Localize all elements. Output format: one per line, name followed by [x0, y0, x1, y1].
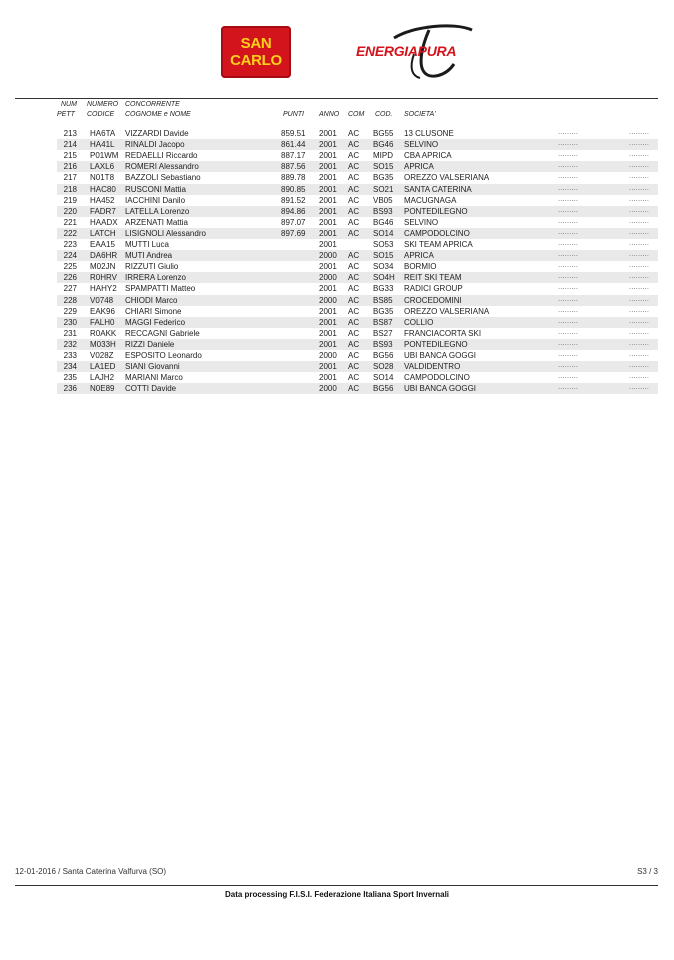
cell-soc: BG56	[373, 351, 394, 360]
cell-d1: .........	[558, 204, 579, 214]
cell-d1: .........	[558, 249, 579, 259]
cell-anno: 2001	[319, 162, 337, 172]
cell-pett: 213	[63, 129, 77, 138]
san-carlo-logo	[221, 26, 291, 78]
cell-cod: HAC80	[90, 184, 116, 194]
cell-cod: HA6TA	[90, 129, 116, 138]
cell-pett: 235	[63, 373, 77, 383]
cell-com: AC	[348, 206, 360, 216]
cell-name: CHIARI Simone	[125, 306, 182, 316]
cell-d1: .........	[558, 293, 579, 303]
cell-com: AC	[348, 140, 360, 150]
cell-d2: .........	[629, 326, 650, 336]
cell-d2: .........	[629, 249, 650, 259]
cell-pett: 220	[63, 206, 77, 216]
cell-pett: 229	[63, 306, 77, 316]
cell-anno: 2001	[319, 328, 337, 338]
cell-societa: APRICA	[404, 251, 434, 261]
cell-cod: N0E89	[90, 384, 115, 394]
cell-name: BAZZOLI Sebastiano	[125, 173, 201, 183]
cell-cod: DA6HR	[90, 251, 118, 261]
energiapura-logo	[354, 24, 474, 80]
cell-name: ROMERI Alessandro	[125, 162, 199, 172]
cell-name: MARIANI Marco	[125, 373, 183, 383]
cell-d2: .........	[629, 204, 650, 214]
cell-anno: 2001	[319, 151, 337, 161]
cell-d2: .........	[629, 304, 650, 314]
cell-anno: 2000	[319, 273, 337, 283]
header-anno: ANNO	[319, 111, 340, 118]
cell-punti: 887.56	[281, 162, 306, 172]
cell-soc: SO34	[373, 262, 394, 272]
cell-societa: COLLIO	[404, 317, 434, 327]
cell-cod: LAXL6	[90, 162, 115, 172]
cell-d2: .........	[629, 127, 650, 136]
san-carlo-logo-line1: SAN	[240, 35, 272, 52]
cell-d1: .........	[558, 260, 579, 270]
cell-d2: .........	[629, 382, 650, 392]
cell-name: VIZZARDI Davide	[125, 129, 189, 138]
cell-com: AC	[348, 273, 360, 283]
cell-d1: .........	[558, 382, 579, 392]
cell-cod: HA452	[90, 195, 115, 205]
cell-d1: .........	[558, 360, 579, 370]
cell-societa: CAMPODOLCINO	[404, 373, 470, 383]
header-societa: SOCIETA'	[404, 111, 436, 118]
cell-cod: V028Z	[90, 351, 114, 360]
cell-d1: .........	[558, 171, 579, 181]
cell-d2: .........	[629, 171, 650, 181]
cell-d1: .........	[558, 349, 579, 358]
cell-d2: .........	[629, 315, 650, 325]
cell-societa: UBI BANCA GOGGI	[404, 384, 477, 394]
cell-anno: 2001	[319, 373, 337, 383]
cell-d1: .........	[558, 127, 579, 136]
cell-punti: 889.78	[281, 173, 306, 183]
footer-date-place: 12-01-2016 / Santa Caterina Valfurva (SO)	[15, 867, 167, 876]
cell-soc: SO14	[373, 228, 394, 238]
cell-cod: R0HRV	[90, 273, 117, 283]
footer-rule	[15, 885, 658, 886]
cell-d1: .........	[558, 238, 579, 247]
cell-name: RIZZUTI Giulio	[125, 262, 179, 272]
cell-name: MUTTI Luca	[125, 240, 170, 249]
cell-cod: V0748	[90, 295, 114, 305]
cell-d2: .........	[629, 360, 650, 370]
cell-pett: 218	[63, 184, 77, 194]
cell-soc: BS27	[373, 328, 393, 338]
cell-pett: 221	[63, 217, 77, 227]
cell-com: AC	[348, 173, 360, 183]
cell-cod: HA41L	[90, 140, 115, 150]
cell-name: CHIODI Marco	[125, 295, 178, 305]
cell-pett: 216	[63, 162, 77, 172]
cell-anno: 2001	[319, 129, 337, 138]
cell-anno: 2001	[319, 362, 337, 372]
cell-societa: OREZZO VALSERIANA	[404, 306, 490, 316]
cell-anno: 2001	[319, 140, 337, 150]
cell-d2: .........	[629, 337, 650, 347]
cell-anno: 2001	[319, 262, 337, 272]
cell-anno: 2001	[319, 195, 337, 205]
cell-cod: EAK96	[90, 306, 115, 316]
cell-pett: 226	[63, 273, 77, 283]
cell-name: ESPOSITO Leonardo	[125, 351, 202, 360]
cell-anno: 2000	[319, 251, 337, 261]
cell-d1: .........	[558, 193, 579, 203]
cell-d1: .........	[558, 149, 579, 159]
cell-name: RIZZI Daniele	[125, 339, 175, 349]
cell-soc: SO21	[373, 184, 394, 194]
cell-d1: .........	[558, 160, 579, 170]
cell-d2: .........	[629, 282, 650, 292]
header-rule	[15, 98, 658, 99]
cell-com: AC	[348, 184, 360, 194]
cell-d2: .........	[629, 193, 650, 203]
table-row	[57, 383, 658, 394]
cell-d1: .........	[558, 326, 579, 336]
cell-name: RINALDI Jacopo	[125, 140, 185, 150]
cell-anno: 2001	[319, 339, 337, 349]
cell-com: AC	[348, 284, 360, 294]
cell-cod: M033H	[90, 339, 116, 349]
cell-soc: VB05	[373, 195, 393, 205]
cell-soc: BS93	[373, 206, 393, 216]
cell-soc: SO53	[373, 240, 394, 249]
cell-societa: PONTEDILEGNO	[404, 206, 468, 216]
cell-punti: 859.51	[281, 129, 306, 138]
cell-punti: 897.69	[281, 228, 306, 238]
cell-cod: LAJH2	[90, 373, 115, 383]
cell-name: ARZENATI Mattia	[125, 217, 188, 227]
cell-com: AC	[348, 362, 360, 372]
cell-com: AC	[348, 373, 360, 383]
cell-soc: BG55	[373, 129, 394, 138]
cell-anno: 2001	[319, 240, 337, 249]
cell-soc: SO15	[373, 251, 394, 261]
cell-societa: SKI TEAM APRICA	[404, 240, 473, 249]
cell-d2: .........	[629, 215, 650, 225]
san-carlo-logo-line2: CARLO	[230, 52, 282, 69]
header-punti: PUNTI	[283, 111, 304, 118]
cell-societa: SELVINO	[404, 217, 439, 227]
cell-pett: 230	[63, 317, 77, 327]
cell-soc: BG35	[373, 306, 394, 316]
cell-com: AC	[348, 262, 360, 272]
cell-name: REDAELLI Riccardo	[125, 151, 198, 161]
cell-anno: 2001	[319, 206, 337, 216]
cell-d1: .........	[558, 282, 579, 292]
cell-societa: CBA APRICA	[404, 151, 452, 161]
cell-com: AC	[348, 195, 360, 205]
cell-name: LATELLA Lorenzo	[125, 206, 190, 216]
cell-soc: MIPD	[373, 151, 393, 161]
cell-anno: 2000	[319, 295, 337, 305]
cell-pett: 219	[63, 195, 77, 205]
cell-cod: FALH0	[90, 317, 115, 327]
cell-pett: 223	[63, 240, 77, 249]
cell-soc: BG46	[373, 217, 394, 227]
cell-anno: 2001	[319, 184, 337, 194]
cell-name: IRRERA Lorenzo	[125, 273, 186, 283]
cell-d2: .........	[629, 371, 650, 381]
cell-cod: FADR7	[90, 206, 116, 216]
cell-com: AC	[348, 295, 360, 305]
cell-cod: P01WM	[90, 151, 119, 161]
cell-societa: FRANCIACORTA SKI	[404, 328, 482, 338]
cell-punti: 861.44	[281, 140, 306, 150]
header-pett: PETT	[57, 111, 75, 118]
cell-soc: SO4H	[373, 273, 395, 283]
cell-punti: 890.85	[281, 184, 306, 194]
cell-name: MAGGI Federico	[125, 317, 186, 327]
cell-com: AC	[348, 151, 360, 161]
cell-anno: 2001	[319, 173, 337, 183]
cell-pett: 214	[63, 140, 77, 150]
header-cognome-nome: COGNOME e NOME	[125, 111, 191, 118]
cell-societa: RADICI GROUP	[404, 284, 463, 294]
cell-soc: BS93	[373, 339, 393, 349]
cell-com: AC	[348, 384, 360, 394]
cell-cod: LA1ED	[90, 362, 116, 372]
cell-d1: .........	[558, 182, 579, 192]
cell-soc: BG46	[373, 140, 394, 150]
cell-soc: BG56	[373, 384, 394, 394]
cell-com: AC	[348, 251, 360, 261]
cell-pett: 234	[63, 362, 77, 372]
header-concorrente: CONCORRENTE	[125, 101, 180, 108]
cell-name: LISIGNOLI Alessandro	[125, 228, 206, 238]
cell-punti: 891.52	[281, 195, 306, 205]
cell-anno: 2001	[319, 306, 337, 316]
cell-soc: BS87	[373, 317, 393, 327]
footer-page-number: S3 / 3	[637, 867, 658, 876]
cell-punti: 897.07	[281, 217, 306, 227]
cell-pett: 236	[63, 384, 77, 394]
cell-name: RECCAGNI Gabriele	[125, 328, 200, 338]
cell-pett: 227	[63, 284, 77, 294]
cell-com: AC	[348, 129, 360, 138]
cell-societa: SANTA CATERINA	[404, 184, 472, 194]
cell-com: AC	[348, 317, 360, 327]
cell-cod: EAA15	[90, 240, 115, 249]
cell-com: AC	[348, 228, 360, 238]
cell-societa: APRICA	[404, 162, 434, 172]
cell-societa: MACUGNAGA	[404, 195, 457, 205]
cell-d1: .........	[558, 226, 579, 236]
cell-d2: .........	[629, 182, 650, 192]
cell-d1: .........	[558, 215, 579, 225]
cell-d2: .........	[629, 271, 650, 281]
cell-d2: .........	[629, 238, 650, 247]
cell-societa: CAMPODOLCINO	[404, 228, 470, 238]
cell-pett: 222	[63, 228, 77, 238]
cell-d2: .........	[629, 226, 650, 236]
energiapura-logo-text: ENERGIAPURA	[356, 43, 457, 59]
cell-soc: SO28	[373, 362, 394, 372]
cell-anno: 2001	[319, 228, 337, 238]
header-cod: COD.	[375, 111, 393, 118]
cell-societa: PONTEDILEGNO	[404, 339, 468, 349]
cell-com: AC	[348, 339, 360, 349]
cell-com: AC	[348, 306, 360, 316]
cell-name: MUTI Andrea	[125, 251, 173, 261]
cell-societa: UBI BANCA GOGGI	[404, 351, 477, 360]
header-numero: NUMERO	[87, 101, 119, 108]
footer-credits: Data processing F.I.S.I. Federazione Italiana Sport Invernali	[224, 890, 450, 899]
cell-anno: 2000	[319, 384, 337, 394]
cell-societa: 13 CLUSONE	[404, 129, 454, 138]
cell-anno: 2000	[319, 351, 337, 360]
cell-d2: .........	[629, 293, 650, 303]
cell-soc: SO15	[373, 162, 394, 172]
cell-name: SPAMPATTI Matteo	[125, 284, 196, 294]
cell-pett: 217	[63, 173, 77, 183]
cell-name: COTTI Davide	[125, 384, 177, 394]
cell-cod: LATCH	[90, 228, 116, 238]
cell-cod: M02JN	[90, 262, 116, 272]
cell-name: IACCHINI Danilo	[125, 195, 186, 205]
cell-d1: .........	[558, 304, 579, 314]
cell-d2: .........	[629, 138, 650, 148]
cell-societa: REIT SKI TEAM	[404, 273, 462, 283]
cell-pett: 215	[63, 151, 77, 161]
cell-cod: HAADX	[90, 217, 118, 227]
cell-d2: .........	[629, 349, 650, 358]
cell-com: AC	[348, 351, 360, 360]
cell-cod: R0AKK	[90, 328, 117, 338]
cell-com: AC	[348, 162, 360, 172]
cell-d1: .........	[558, 337, 579, 347]
cell-com: AC	[348, 328, 360, 338]
cell-d2: .........	[629, 149, 650, 159]
cell-name: RUSCONI Mattia	[125, 184, 186, 194]
cell-cod: HAHY2	[90, 284, 117, 294]
cell-pett: 228	[63, 295, 77, 305]
cell-anno: 2001	[319, 284, 337, 294]
cell-anno: 2001	[319, 317, 337, 327]
cell-d1: .........	[558, 138, 579, 148]
cell-pett: 224	[63, 251, 77, 261]
cell-d1: .........	[558, 271, 579, 281]
cell-societa: VALDIDENTRO	[404, 362, 461, 372]
cell-soc: BG33	[373, 284, 394, 294]
cell-pett: 225	[63, 262, 77, 272]
cell-societa: BORMIO	[404, 262, 437, 272]
cell-d1: .........	[558, 371, 579, 381]
cell-pett: 231	[63, 328, 77, 338]
cell-societa: SELVINO	[404, 140, 439, 150]
cell-cod: N01T8	[90, 173, 115, 183]
cell-soc: BS85	[373, 295, 393, 305]
cell-com: AC	[348, 217, 360, 227]
cell-pett: 232	[63, 339, 77, 349]
cell-name: SIANI Giovanni	[125, 362, 180, 372]
cell-d2: .........	[629, 260, 650, 270]
cell-societa: OREZZO VALSERIANA	[404, 173, 490, 183]
cell-anno: 2001	[319, 217, 337, 227]
header-com: COM	[348, 111, 365, 118]
cell-punti: 887.17	[281, 151, 306, 161]
cell-soc: SO14	[373, 373, 394, 383]
cell-d2: .........	[629, 160, 650, 170]
cell-pett: 233	[63, 351, 77, 360]
cell-soc: BG35	[373, 173, 394, 183]
cell-punti: 894.86	[281, 206, 306, 216]
cell-d1: .........	[558, 315, 579, 325]
header-num: NUM	[61, 101, 77, 108]
header-codice: CODICE	[87, 111, 115, 118]
cell-societa: CROCEDOMINI	[404, 295, 462, 305]
